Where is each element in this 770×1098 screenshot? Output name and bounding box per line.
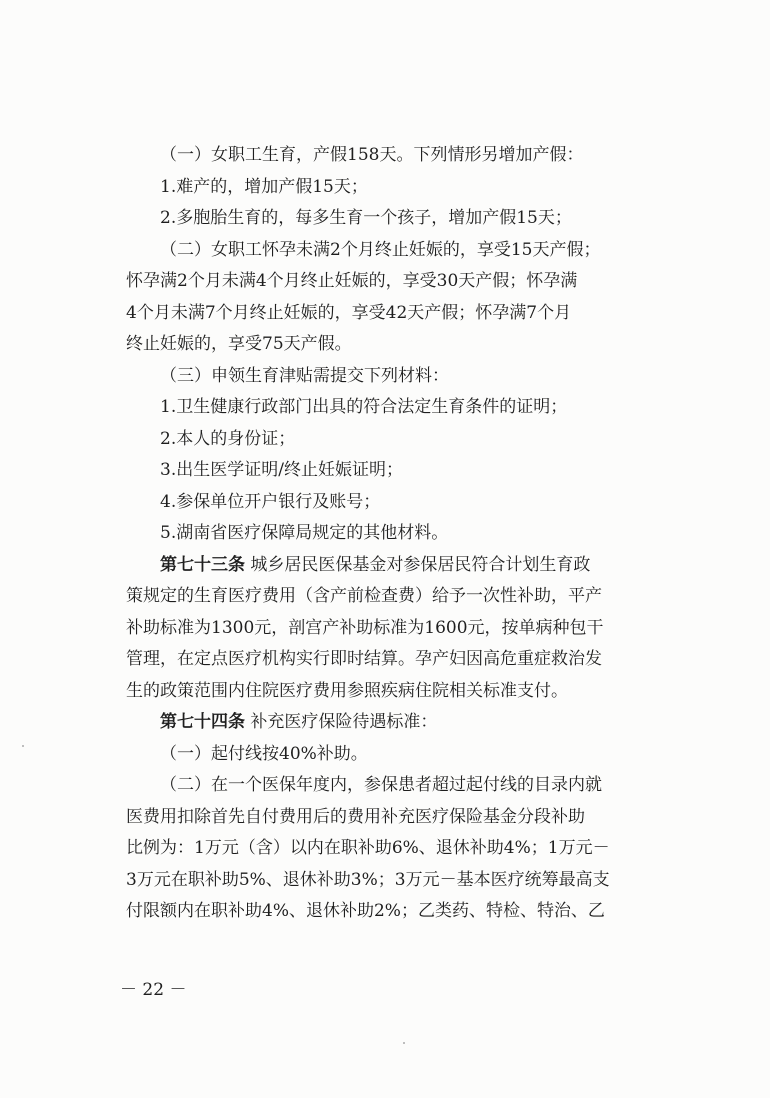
line-text: （二）在一个医保年度内，参保患者超过起付线的目录内就 xyxy=(160,775,602,795)
article-heading: 第七十三条 xyxy=(160,554,245,575)
text-line xyxy=(160,392,680,424)
line-text: 怀孕满2个月未满4个月终止妊娠的，享受30天产假；怀孕满 xyxy=(126,271,578,291)
line-text: 2.本人的身份证； xyxy=(160,428,296,449)
line-text: 2.多胞胎生育的，每多生育一个孩子，增加产假15天； xyxy=(160,208,572,228)
text-line xyxy=(126,802,680,834)
text-line xyxy=(160,487,680,519)
text-line xyxy=(160,770,680,802)
text-line xyxy=(126,676,680,708)
line-text: 策规定的生育医疗费用（含产前检查费）给予一次性补助，平产 xyxy=(126,586,602,606)
text-line xyxy=(160,518,680,550)
text-line xyxy=(160,707,680,739)
text-line xyxy=(160,172,680,204)
line-text: 4.参保单位开户银行及账号； xyxy=(160,491,381,512)
text-line xyxy=(126,865,680,897)
text-line xyxy=(126,298,680,330)
line-text: 3万元在职补助5%、退休补助3%；3万元－基本医疗统筹最高支 xyxy=(126,869,610,890)
text-line xyxy=(160,140,680,172)
document-body xyxy=(126,140,680,928)
text-line xyxy=(126,896,680,928)
line-text: 比例为：1万元（含）以内在职补助6%、退休补助4%；1万元－ xyxy=(126,838,610,858)
line-text: 付限额内在职补助4%、退休补助2%；乙类药、特检、特治、乙 xyxy=(126,901,605,921)
line-text: 城乡居民医保基金对参保居民符合计划生育政 xyxy=(245,554,591,575)
line-text: 3.出生医学证明/终止妊娠证明； xyxy=(160,460,403,480)
text-line xyxy=(126,613,680,645)
text-line xyxy=(126,644,680,676)
line-text: （一）起付线按40%补助。 xyxy=(160,743,368,764)
line-text: 医费用扣除首先自付费用后的费用补充医疗保险基金分段补助 xyxy=(126,806,585,827)
line-text: 管理，在定点医疗机构实行即时结算。孕产妇因高危重症救治发 xyxy=(126,649,602,669)
line-text: （三）申领生育津贴需提交下列材料： xyxy=(160,365,449,386)
text-line xyxy=(160,424,680,456)
article-heading: 第七十四条 xyxy=(160,712,245,732)
text-line xyxy=(126,833,680,865)
text-line xyxy=(160,550,680,582)
line-text: 1.卫生健康行政部门出具的符合法定生育条件的证明； xyxy=(160,397,568,417)
text-line xyxy=(160,361,680,393)
text-line xyxy=(160,455,680,487)
line-text: 生的政策范围内住院医疗费用参照疾病住院相关标准支付。 xyxy=(126,680,568,701)
text-line xyxy=(160,739,680,771)
line-text: 4个月未满7个月终止妊娠的，享受42天产假；怀孕满7个月 xyxy=(126,302,572,323)
text-line xyxy=(126,266,680,298)
line-text: 1.难产的，增加产假15天； xyxy=(160,176,368,197)
scan-speck xyxy=(403,1042,405,1044)
line-text: （二）女职工怀孕未满2个月终止妊娠的，享受15天产假； xyxy=(160,239,601,260)
line-text: 5.湖南省医疗保障局规定的其他材料。 xyxy=(160,523,449,543)
page-number: － 22 － xyxy=(120,980,187,1000)
scan-speck xyxy=(22,745,24,747)
line-text: （一）女职工生育，产假158天。下列情形另增加产假： xyxy=(160,145,584,165)
text-line xyxy=(160,203,680,235)
line-text: 补充医疗保险待遇标准： xyxy=(245,712,438,732)
text-line xyxy=(126,329,680,361)
text-line xyxy=(160,235,680,267)
line-text: 补助标准为1300元，剖宫产补助标准为1600元，按单病种包干 xyxy=(126,617,604,638)
line-text: 终止妊娠的，享受75天产假。 xyxy=(126,334,352,354)
text-line xyxy=(126,581,680,613)
